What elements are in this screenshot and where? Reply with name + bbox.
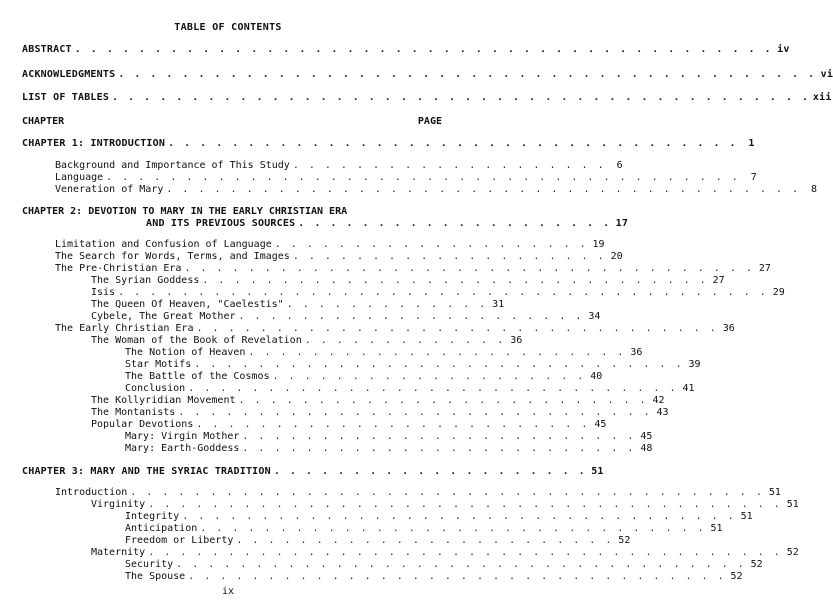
entry-page: 51 xyxy=(740,511,753,522)
leader-dots: . . . . . . . . . . . . . . . . . . . . . . . . xyxy=(236,535,614,546)
toc-entry xyxy=(55,239,605,250)
page-number: ix xyxy=(221,586,235,597)
entry-label: Limitation and Confusion of Language xyxy=(55,239,272,250)
toc-entry xyxy=(55,487,781,498)
entry-label: Virginity xyxy=(91,499,146,510)
entry-label: Language xyxy=(55,172,104,183)
entry-label: Cybele, The Great Mother xyxy=(91,311,236,322)
entry-label: The Pre-Christian Era xyxy=(55,263,182,274)
chapter-2-title-line1: CHAPTER 2: DEVOTION TO MARY IN THE EARLY CHRISTIAN ERA xyxy=(22,206,348,217)
entry-page: 6 xyxy=(616,160,623,171)
entry-page: 36 xyxy=(630,347,643,358)
entry-label: Veneration of Mary xyxy=(55,184,164,195)
leader-dots: . . . . . . . . . . . . . . . . . . . . xyxy=(292,251,606,262)
toc-entry xyxy=(91,499,799,510)
toc-entry xyxy=(91,407,669,418)
entry-page: 20 xyxy=(610,251,623,262)
leader-dots: . . . . . . . . . . . . . . . . . . . . xyxy=(274,239,588,250)
entry-page: 52 xyxy=(786,547,799,558)
toc-entry xyxy=(125,431,653,442)
leader-dots: . . . . . . . . . . . . . . . . . . . . . . . . . . . . . . . . . . . . . . . . . . . . xyxy=(112,92,810,103)
leader-dots: . . . . . . . . . . . . . . . . . . . . . . . . . . . . . . . . . . . . xyxy=(176,559,746,570)
entry-page: 7 xyxy=(750,172,757,183)
leader-dots: . . . . . . . . . . . . . . . . . . . . . . . . . . . . . . . xyxy=(188,383,678,394)
toc-entry xyxy=(55,251,623,262)
entry-page: 29 xyxy=(772,287,785,298)
entry-label: The Early Christian Era xyxy=(55,323,194,334)
entry-label: The Woman of the Book of Revelation xyxy=(91,335,302,346)
leader-dots: . . . . . . . . . . . . . . . . . . . . . . . . . . . . . . . . . . . . . . . . . . . . xyxy=(74,44,773,55)
leader-dots: . . . . . . . . . . . . . . . . . . . . . . . . . . . . . . . . xyxy=(200,523,706,534)
leader-dots: . . . . . . . . . . . . . . . . . . . . . . . . . . . . . . . . . . . . . . . . xyxy=(106,172,740,183)
toc-entry-abstract xyxy=(22,44,790,55)
entry-page: 39 xyxy=(688,359,701,370)
entry-page: 36 xyxy=(510,335,523,346)
leader-dots: . . . . . . . . . . . . . . . . . . . . xyxy=(273,466,587,477)
toc-entry xyxy=(91,395,665,406)
entry-page: 45 xyxy=(594,419,607,430)
entry-label: The Syrian Goddess xyxy=(91,275,200,286)
entry-label: Background and Importance of This Study xyxy=(55,160,290,171)
entry-page: 52 xyxy=(618,535,631,546)
entry-label: The Queen Of Heaven, "Caelestis" xyxy=(91,299,284,310)
chapter-page: 1 xyxy=(748,138,755,149)
entry-page: 52 xyxy=(750,559,763,570)
entry-page: 19 xyxy=(592,239,605,250)
toc-entry xyxy=(55,184,817,195)
column-header-chapter: CHAPTER xyxy=(22,116,65,127)
toc-entry xyxy=(55,263,771,274)
entry-label: Maternity xyxy=(91,547,146,558)
entry-label: The Kollyridian Movement xyxy=(91,395,236,406)
leader-dots: . . . . . . . . . . . . . . . . . . . . . . . . . . . . . . . . . . xyxy=(188,571,726,582)
leader-dots: . . . . . . . . . . . . . . . . . . . . . . xyxy=(238,311,584,322)
entry-label: The Montanists xyxy=(91,407,176,418)
leader-dots: . . . . . . . . . . . . . . . . . . . . . . . . . . . . . . . . . . . xyxy=(182,511,736,522)
leader-dots: . . . . . . . . . . . . . xyxy=(304,335,506,346)
entry-label: Introduction xyxy=(55,487,128,498)
leader-dots: . . . . . . . . . . . . . xyxy=(286,299,488,310)
entry-label: The Spouse xyxy=(125,571,186,582)
entry-page: 41 xyxy=(682,383,695,394)
chapter-title: CHAPTER 3: MARY AND THE SYRIAC TRADITION xyxy=(22,466,271,477)
leader-dots: . . . . . . . . . . . . . . . . . . . . . . . . . . . . . . . . . . . . . . . . xyxy=(166,184,800,195)
entry-page: 31 xyxy=(492,299,505,310)
entry-label: Security xyxy=(125,559,174,570)
entry-label: The Battle of the Cosmos xyxy=(125,371,270,382)
entry-page: 43 xyxy=(656,407,669,418)
toc-entry xyxy=(125,559,763,570)
leader-dots: . . . . . . . . . . . . . . . . . . . . . . . . . . . . . . . xyxy=(194,359,684,370)
entry-label: ABSTRACT xyxy=(22,44,72,55)
column-header-page: PAGE xyxy=(417,116,442,127)
leader-dots: . . . . . . . . . . . . . . . . . . . . xyxy=(292,160,606,171)
entry-label: Conclusion xyxy=(125,383,186,394)
toc-entry xyxy=(125,371,603,382)
toc-entry xyxy=(125,383,695,394)
toc-entry xyxy=(125,359,701,370)
toc-entry xyxy=(91,287,785,298)
leader-dots: . . . . . . . . . . . . . . . . . . . . . . . . xyxy=(248,347,626,358)
toc-entry xyxy=(91,419,607,430)
toc-entry xyxy=(125,571,743,582)
chapter-title-line2: AND ITS PREVIOUS SOURCES xyxy=(146,218,296,229)
toc-entry-acknowledgments xyxy=(22,69,833,80)
leader-dots: . . . . . . . . . . . . . . . . . . . . . . . . . . . . . . . . . . . . . . . . . . . . xyxy=(118,69,817,80)
entry-label: Integrity xyxy=(125,511,180,522)
leader-dots: . . . . . . . . . . . . . . . . . . . . . . . . . . . . . . . . . . . . xyxy=(184,263,754,274)
chapter-page: 51 xyxy=(591,466,604,477)
toc-entry xyxy=(125,443,653,454)
entry-page: iv xyxy=(777,44,790,55)
toc-entry xyxy=(55,160,623,171)
leader-dots: . . . . . . . . . . . . . . . . . . . . . . . . . xyxy=(242,443,636,454)
entry-page: 8 xyxy=(810,184,817,195)
leader-dots: . . . . . . . . . . . . . . . . . . . . . . . . . . xyxy=(238,395,648,406)
toc-entry xyxy=(125,535,631,546)
leader-dots: . . . . . . . . . . . . . . . . . . . . xyxy=(272,371,586,382)
entry-page: 51 xyxy=(710,523,723,534)
leader-dots: . . . . . . . . . . . . . . . . . . . . . . . . . . . . . . . . . . . . . . . . xyxy=(148,499,782,510)
leader-dots: . . . . . . . . . . . . . . . . . . . . . . . . . . . . . . . . . xyxy=(196,323,718,334)
toc-entry xyxy=(55,323,735,334)
entry-label: Anticipation xyxy=(125,523,198,534)
toc-entry xyxy=(91,547,799,558)
leader-dots: . . . . . . . . . . . . . . . . . . . . . . . . . xyxy=(196,419,590,430)
leader-dots: . . . . . . . . . . . . . . . . . . . . . . . . . xyxy=(242,431,636,442)
toc-entry-list-of-tables xyxy=(22,92,832,103)
entry-label: LIST OF TABLES xyxy=(22,92,110,103)
leader-dots: . . . . . . . . . . . . . . . . . . . . . . . . . . . . . . xyxy=(178,407,652,418)
toc-entry xyxy=(91,335,523,346)
leader-dots: . . . . . . . . . . . . . . . . . . . . . . . . . . . . . . . . . . . . . . . . . xyxy=(118,287,768,298)
leader-dots: . . . . . . . . . . . . . . . . . . . . . . . . . . . . . . . . . . . . xyxy=(168,138,738,149)
entry-label: Mary: Virgin Mother xyxy=(125,431,240,442)
entry-label: The Notion of Heaven xyxy=(125,347,246,358)
entry-page: 51 xyxy=(768,487,781,498)
toc-entry xyxy=(55,172,757,183)
toc-entry xyxy=(125,511,753,522)
entry-label: Mary: Earth-Goddess xyxy=(125,443,240,454)
leader-dots: . . . . . . . . . . . . . . . . . . . . . . . . . . . . . . . . . . . . . . . . xyxy=(148,547,782,558)
toc-entry xyxy=(91,311,601,322)
toc-entry xyxy=(91,299,505,310)
chapter-1-heading xyxy=(22,138,755,149)
toc-entry xyxy=(125,347,643,358)
entry-label: Freedom or Liberty xyxy=(125,535,234,546)
entry-page: 27 xyxy=(712,275,725,286)
entry-page: 52 xyxy=(730,571,743,582)
chapter-page: 17 xyxy=(615,218,629,229)
chapter-title: CHAPTER 1: INTRODUCTION xyxy=(22,138,166,149)
leader-dots: . . . . . . . . . . . . . . . . . . . . . . . . . . . . . . . . xyxy=(202,275,708,286)
page-title: TABLE OF CONTENTS xyxy=(174,22,282,33)
entry-page: xii xyxy=(812,92,832,103)
entry-label: The Search for Words, Terms, and Images xyxy=(55,251,290,262)
leader-dots: . . . . . . . . . . . . . . . . . . . . . . . . . . . . . . . . . . . . . . . . xyxy=(130,487,764,498)
entry-page: 45 xyxy=(640,431,653,442)
entry-label: Star Motifs xyxy=(125,359,192,370)
chapter-2-heading xyxy=(146,218,629,229)
entry-label: ACKNOWLEDGMENTS xyxy=(22,69,116,80)
entry-page: 34 xyxy=(588,311,601,322)
entry-page: 51 xyxy=(786,499,799,510)
toc-entry xyxy=(91,275,725,286)
toc-entry xyxy=(125,523,723,534)
entry-page: vi xyxy=(820,69,833,80)
entry-page: 40 xyxy=(590,371,603,382)
entry-label: Popular Devotions xyxy=(91,419,194,430)
entry-page: 36 xyxy=(722,323,735,334)
entry-label: Isis xyxy=(91,287,116,298)
leader-dots: . . . . . . . . . . . . . . . . . . . . xyxy=(298,218,612,229)
entry-page: 42 xyxy=(652,395,665,406)
entry-page: 27 xyxy=(758,263,771,274)
chapter-3-heading xyxy=(22,466,604,477)
entry-page: 48 xyxy=(640,443,653,454)
